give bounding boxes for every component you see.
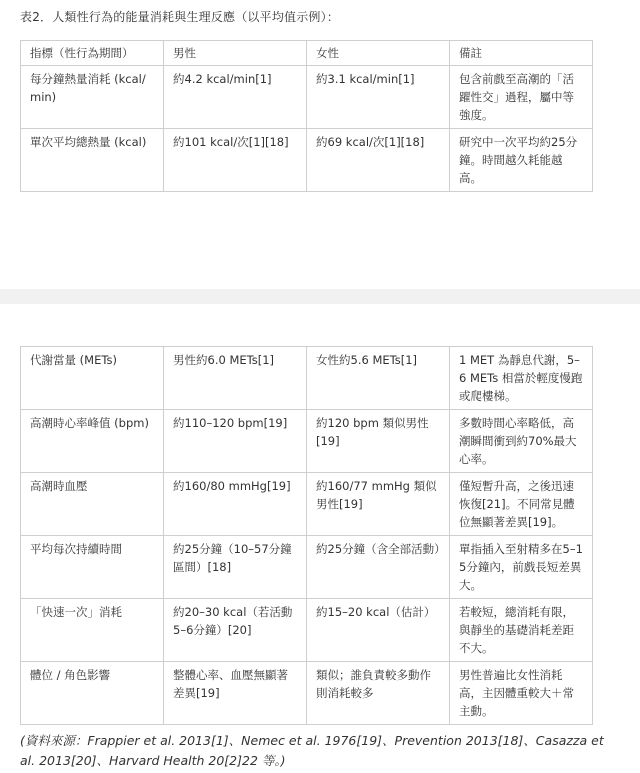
cell-metric: 每分鐘熱量消耗 (kcal/min) <box>21 66 164 129</box>
header-notes: 備註 <box>450 41 593 66</box>
cell-female: 約160/77 mmHg 類似男性[19] <box>307 473 450 536</box>
page-separator <box>0 289 640 304</box>
header-metric: 指標（性行為期間） <box>21 41 164 66</box>
energy-table-part1 <box>20 40 593 192</box>
cell-male: 男性約6.0 METs[1] <box>164 347 307 410</box>
cell-male: 約160/80 mmHg[19] <box>164 473 307 536</box>
table-caption: 表2．人類性行為的能量消耗與生理反應（以平均值示例）： <box>20 10 340 24</box>
cell-notes: 包含前戲至高潮的「活躍性交」過程，屬中等強度。 <box>450 66 593 129</box>
table-row <box>21 536 593 599</box>
cell-metric: 代謝當量 (METs) <box>21 347 164 410</box>
cell-female: 類似；誰負責較多動作則消耗較多 <box>307 662 450 725</box>
cell-male: 整體心率、血壓無顯著差異[19] <box>164 662 307 725</box>
table-row <box>21 410 593 473</box>
cell-metric: 高潮時心率峰值 (bpm) <box>21 410 164 473</box>
cell-metric: 平均每次持續時間 <box>21 536 164 599</box>
cell-notes: 男性普遍比女性消耗高，主因體重較大＋常主動。 <box>450 662 593 725</box>
cell-notes: 單指插入至射精多在5–15分鐘內，前戲長短差異大。 <box>450 536 593 599</box>
cell-notes: 1 MET 為靜息代謝，5–6 METs 相當於輕度慢跑或爬樓梯。 <box>450 347 593 410</box>
cell-male: 約25分鐘（10–57分鐘區間）[18] <box>164 536 307 599</box>
table-row <box>21 129 593 192</box>
energy-table-part2 <box>20 346 593 725</box>
table-row <box>21 599 593 662</box>
header-female: 女性 <box>307 41 450 66</box>
cell-female: 約69 kcal/次[1][18] <box>307 129 450 192</box>
cell-metric: 「快速一次」消耗 <box>21 599 164 662</box>
source-footnote: (資料來源：Frappier et al. 2013[1]、Nemec et al. 1976[19]、Prevention 2013[18]、Casazza et al. 2013[20]、Harvard Health 20[2]22 等。) <box>20 733 604 768</box>
cell-metric: 高潮時血壓 <box>21 473 164 536</box>
cell-notes: 若較短，總消耗有限，與靜坐的基礎消耗差距不大。 <box>450 599 593 662</box>
cell-female: 女性約5.6 METs[1] <box>307 347 450 410</box>
table-row <box>21 662 593 725</box>
table-row <box>21 347 593 410</box>
cell-notes: 僅短暫升高，之後迅速恢復[21]。不同常見體位無顯著差異[19]。 <box>450 473 593 536</box>
cell-notes: 多數時間心率略低，高潮瞬間衝到約70%最大心率。 <box>450 410 593 473</box>
cell-male: 約110–120 bpm[19] <box>164 410 307 473</box>
cell-metric: 單次平均總熱量 (kcal) <box>21 129 164 192</box>
cell-male: 約101 kcal/次[1][18] <box>164 129 307 192</box>
table-header-row <box>21 41 593 66</box>
header-male: 男性 <box>164 41 307 66</box>
cell-female: 約25分鐘（含全部活動） <box>307 536 450 599</box>
cell-notes: 研究中一次平均約25分鐘。時間越久耗能越高。 <box>450 129 593 192</box>
cell-metric: 體位 / 角色影響 <box>21 662 164 725</box>
cell-female: 約15–20 kcal（估計） <box>307 599 450 662</box>
cell-male: 約4.2 kcal/min[1] <box>164 66 307 129</box>
cell-male: 約20–30 kcal（若活動5–6分鐘）[20] <box>164 599 307 662</box>
cell-female: 約120 bpm 類似男性[19] <box>307 410 450 473</box>
cell-female: 約3.1 kcal/min[1] <box>307 66 450 129</box>
table-row <box>21 473 593 536</box>
table-row <box>21 66 593 129</box>
